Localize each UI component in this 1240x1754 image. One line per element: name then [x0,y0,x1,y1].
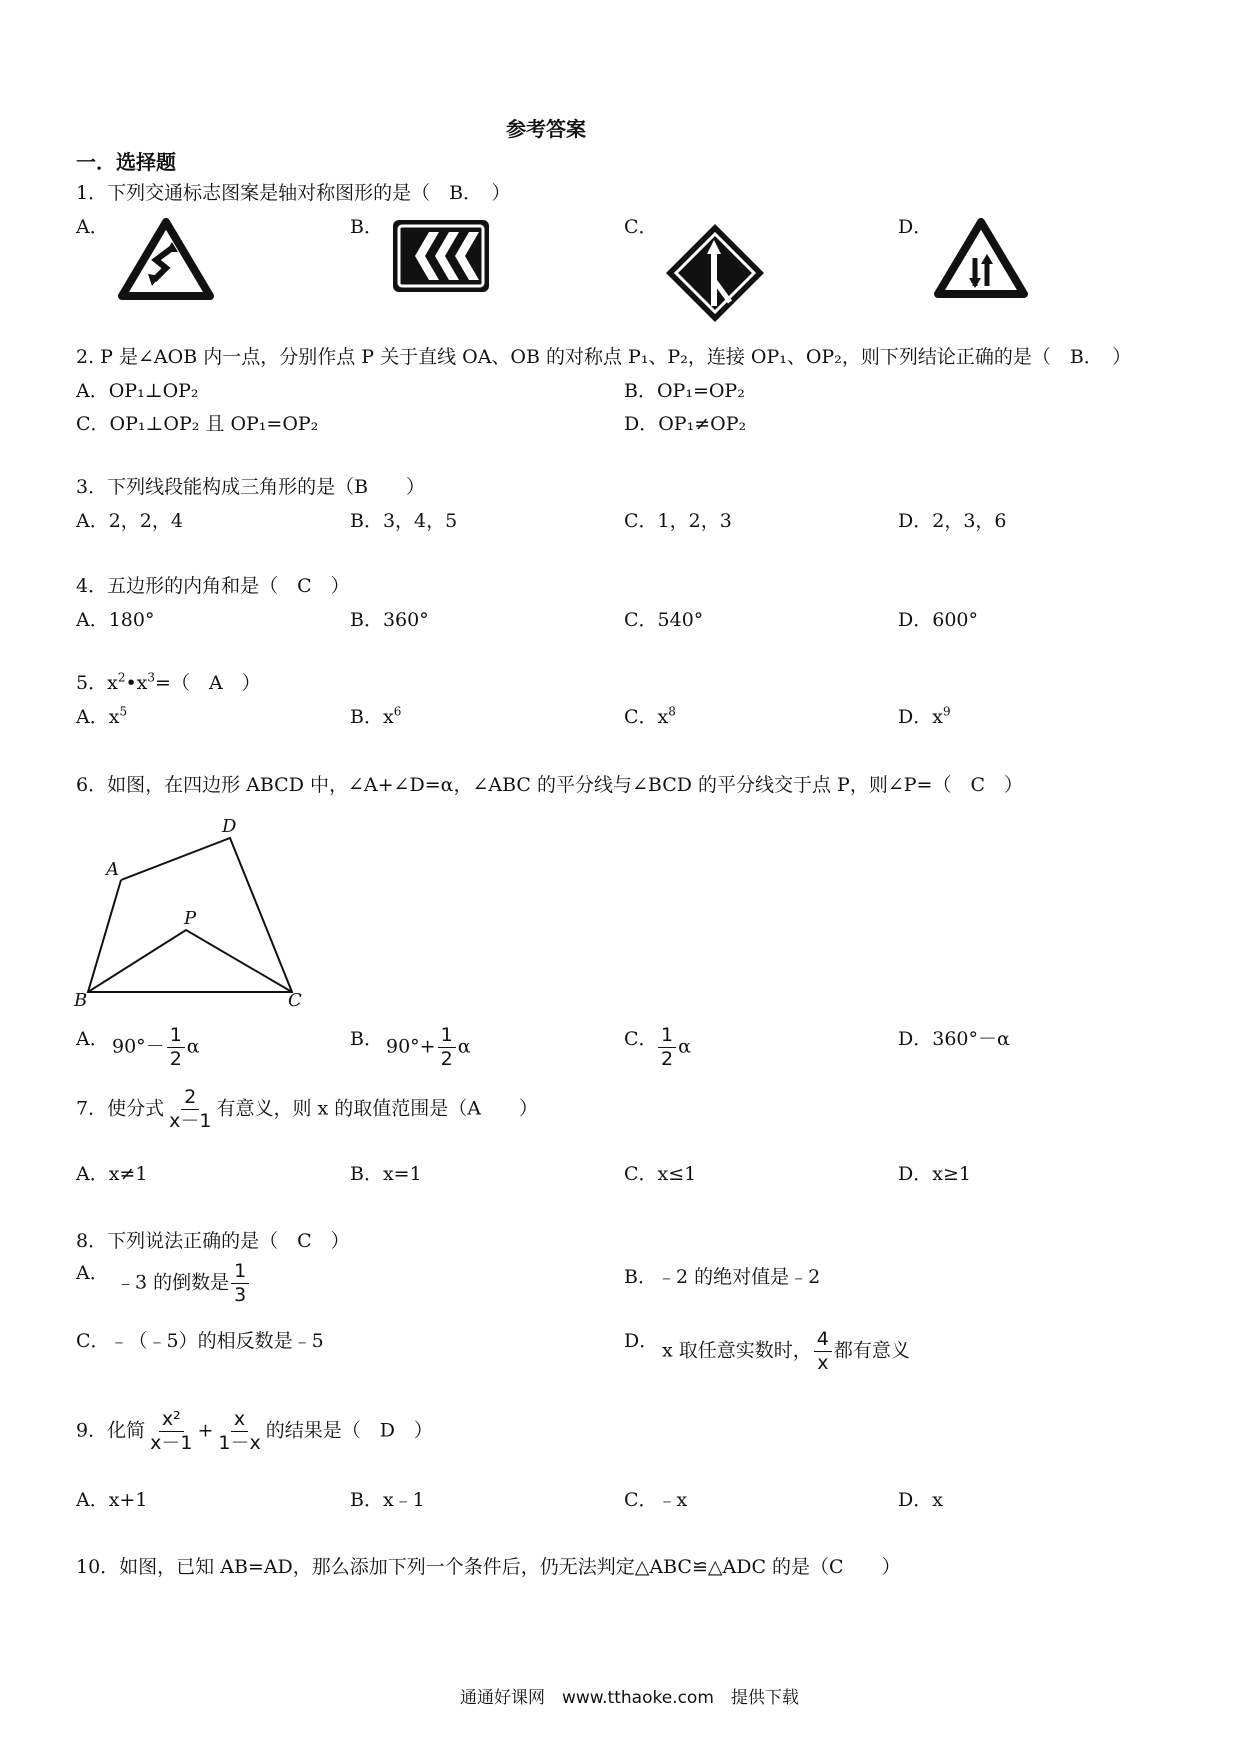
q6-option-d: D．360°－α [898,1028,1010,1050]
fig-label-a: A [106,859,119,880]
fig-label-c: C [288,990,302,1010]
q4-option-a: A．180° [76,609,155,631]
two-way-curve-sign-icon [118,218,214,300]
q1-option-b-label: B． [350,216,383,238]
question-10: 10．如图，已知 AB=AD，那么添加下列一个条件后，仍无法判定△ABC≌△ADC 的是（C ） [76,1556,901,1578]
question-9: 9．化简 $\frac{\text{x²}}{x-1}$ + $\frac{x}{1-x}$ 的结果是（ D ） [76,1408,433,1454]
question-1: 1．下列交通标志图案是轴对称图形的是（ B． ） [76,182,511,204]
q9-option-d: D．x [898,1489,943,1511]
q3-option-d: D．2，3，6 [898,510,1007,532]
q8-option-a-label: A． [76,1262,109,1284]
q7-option-d: D．x≥1 [898,1163,971,1185]
q1-option-c-label: C． [624,216,658,238]
question-2: 2. P 是∠AOB 内一点，分别作点 P 关于直线 OA、OB 的对称点 P₁、P₂，连接 OP₁、OP₂，则下列结论正确的是（ B． ） [76,346,1132,368]
q8-option-a: ﹣3 的倒数是 $\frac{1}{3}$ [116,1262,251,1305]
quadrilateral-figure [70,800,320,1010]
merge-lane-sign-icon [664,222,766,324]
q6-option-b: 90°+ $\frac{1}{2}$ α [386,1024,471,1070]
q7-option-a: A．x≠1 [76,1163,148,1185]
q4-option-c: C．540° [624,609,704,631]
q2-option-a: A．OP₁⊥OP₂ [76,380,199,402]
q3-option-c: C．1，2，3 [624,510,732,532]
q5-option-a: A．$x^5$ [76,704,128,728]
page-footer: 通通好课网 www.tthaoke.com 提供下载 [460,1688,799,1708]
q5-option-d: D．$x^9$ [898,704,951,728]
question-5: 5．$x^2•x^3=$（ A ） [76,670,261,694]
q2-option-d: D．OP₁≠OP₂ [624,413,747,435]
q8-option-d: x 取任意实数时， $\frac{4}{x}$ 都有意义 [662,1328,910,1374]
q6-option-c-label: C． [624,1028,658,1050]
page-title: 参考答案 [506,117,586,141]
q1-option-d-label: D． [898,216,933,238]
question-4: 4．五边形的内角和是（ C ） [76,575,350,597]
q8-option-c: C．﹣（﹣5）的相反数是﹣5 [76,1330,324,1352]
q3-option-a: A．2，2，4 [76,510,183,532]
q6-option-c: $\frac{1}{2}$ α [656,1026,691,1069]
question-6: 6．如图，在四边形 ABCD 中，∠A+∠D=α，∠ABC 的平分线与∠BCD 的平分线交于点 P，则∠P=（ C ） [76,774,1024,796]
question-3: 3．下列线段能构成三角形的是（B ） [76,476,426,498]
q2-option-b: B．OP₁=OP₂ [624,380,745,402]
section-heading: 一．选择题 [76,150,176,174]
q2-option-c: C．OP₁⊥OP₂ 且 OP₁=OP₂ [76,413,319,435]
q3-option-b: B．3，4，5 [350,510,458,532]
fig-label-d: D [222,816,237,837]
q7-option-c: C．x≤1 [624,1163,697,1185]
q1-option-a-label: A． [76,216,109,238]
fig-label-p: P [184,908,197,929]
q5-option-b: B．$x^6$ [350,704,402,728]
question-7: 7．使分式 $\frac{2}{x-1}$ 有意义，则 x 的取值范围是（A ） [76,1086,538,1132]
q8-option-d-label: D． [624,1330,659,1352]
q6-option-a-label: A． [76,1028,109,1050]
question-8: 8．下列说法正确的是（ C ） [76,1230,350,1252]
q4-option-d: D．600° [898,609,978,631]
q6-option-b-label: B． [350,1028,383,1050]
q9-option-c: C．﹣x [624,1489,688,1511]
two-way-traffic-sign-icon [934,218,1028,298]
q5-option-c: C．$x^8$ [624,704,676,728]
q4-option-b: B．360° [350,609,429,631]
fig-label-b: B [74,990,88,1010]
q9-option-a: A．x+1 [76,1489,148,1511]
q7-option-b: B．x=1 [350,1163,422,1185]
q9-option-b: B．x﹣1 [350,1489,425,1511]
q8-option-b: B．﹣2 的绝对值是﹣2 [624,1266,821,1288]
q6-option-a: 90°－ $\frac{1}{2}$ α [112,1024,200,1070]
chevron-arrows-sign-icon [391,218,491,294]
